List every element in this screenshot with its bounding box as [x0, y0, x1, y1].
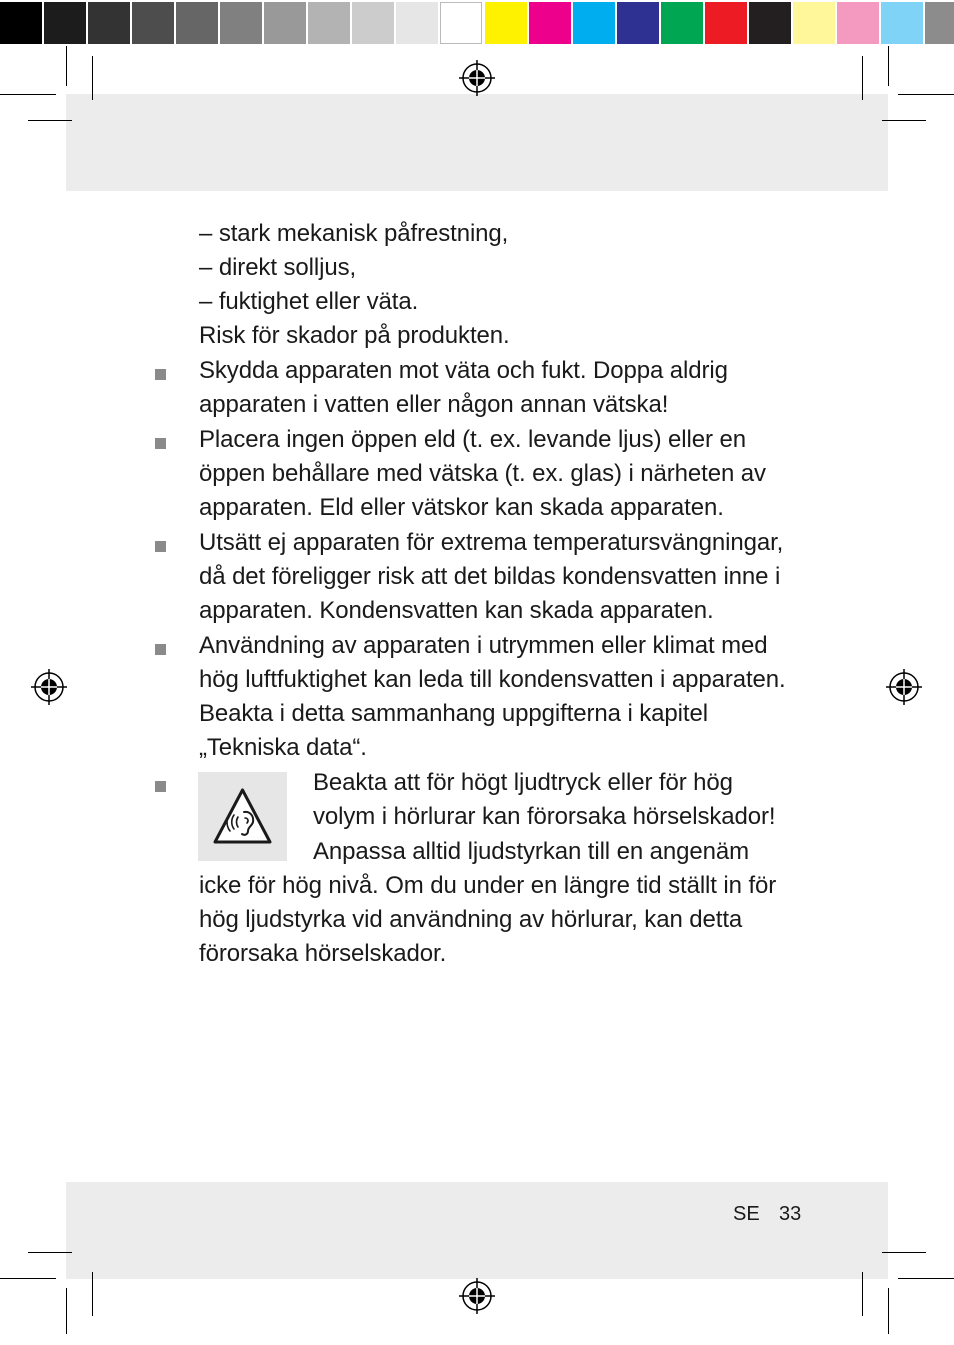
color-swatch: [749, 2, 791, 44]
grey-swatch: [308, 2, 350, 44]
color-swatch: [793, 2, 835, 44]
crop-mark: [66, 46, 67, 86]
grey-swatch: [176, 2, 218, 44]
grey-swatch: [220, 2, 262, 44]
color-swatch: [485, 2, 527, 44]
bullet-square-icon: [155, 781, 166, 792]
bullet-text-line: apparaten. Eld eller vätskor kan skada apparaten.: [199, 494, 724, 521]
bullet-text-line: apparaten i vatten eller någon annan vätska!: [199, 391, 669, 418]
bullet-square-icon: [155, 369, 166, 380]
crop-mark: [92, 56, 93, 100]
crop-mark: [888, 46, 889, 86]
registration-mark-icon: [459, 1278, 495, 1314]
crop-mark: [0, 1278, 56, 1279]
bullet-text-line: volym i hörlurar kan förorsaka hörselskador!: [313, 803, 776, 830]
crop-mark: [882, 120, 926, 121]
bullet-text-line: Beakta att för högt ljudtryck eller för hög: [313, 769, 733, 796]
bullet-text-line: Utsätt ej apparaten för extrema temperatursvängningar,: [199, 529, 784, 556]
bullet-text-line: förorsaka hörselskador.: [199, 940, 447, 967]
dash-item: – direkt solljus,: [199, 254, 357, 281]
footer-band: [66, 1182, 888, 1279]
registration-mark-icon: [31, 669, 67, 705]
grey-swatch: [396, 2, 438, 44]
crop-mark: [92, 1272, 93, 1316]
bullet-text-line: hög luftfuktighet kan leda till kondensvatten i apparaten.: [199, 666, 786, 693]
crop-mark: [0, 94, 56, 95]
color-swatch: [529, 2, 571, 44]
bullet-text-line: icke för hög nivå. Om du under en längre tid ställt in för: [199, 872, 777, 899]
color-swatch: [661, 2, 703, 44]
bullet-text-line: Anpassa alltid ljudstyrkan till en angenäm: [313, 838, 750, 865]
registration-mark-icon: [886, 669, 922, 705]
crop-mark: [862, 1272, 863, 1316]
color-swatch: [617, 2, 659, 44]
bullet-text-line: Skydda apparaten mot väta och fukt. Doppa aldrig: [199, 357, 728, 384]
bullet-text-line: öppen behållare med vätska (t. ex. glas) i närheten av: [199, 460, 766, 487]
bullet-square-icon: [155, 644, 166, 655]
color-swatch: [925, 2, 954, 44]
crop-mark: [882, 1252, 926, 1253]
color-swatch: [705, 2, 747, 44]
footer-language: SE: [733, 1203, 760, 1225]
bullet-text-line: Användning av apparaten i utrymmen eller klimat med: [199, 632, 768, 659]
crop-mark: [28, 120, 72, 121]
registration-mark-icon: [459, 60, 495, 96]
grey-swatch: [44, 2, 86, 44]
page-number: 33: [779, 1203, 802, 1225]
bullet-square-icon: [155, 438, 166, 449]
crop-mark: [862, 56, 863, 100]
risk-note: Risk för skador på produkten.: [199, 322, 510, 349]
bullet-square-icon: [155, 541, 166, 552]
crop-mark: [898, 94, 954, 95]
crop-mark: [888, 1288, 889, 1334]
bullet-text-line: Placera ingen öppen eld (t. ex. levande ljus) eller en: [199, 426, 746, 453]
hearing-warning-icon: [198, 772, 287, 861]
color-swatch: [837, 2, 879, 44]
bullet-text-line: då det föreligger risk att det bildas kondensvatten inne i: [199, 563, 781, 590]
grey-swatch: [0, 2, 42, 44]
dash-item: – stark mekanisk påfrestning,: [199, 220, 509, 247]
crop-mark: [66, 1288, 67, 1334]
dash-item: – fuktighet eller väta.: [199, 288, 419, 315]
crop-mark: [28, 1252, 72, 1253]
bullet-text-line: „Tekniska data“.: [199, 734, 367, 761]
bullet-text-line: apparaten. Kondensvatten kan skada apparaten.: [199, 597, 714, 624]
header-band: [66, 94, 888, 191]
grey-swatch: [132, 2, 174, 44]
grey-swatch: [352, 2, 394, 44]
grey-swatch: [440, 2, 482, 44]
bullet-text-line: Beakta i detta sammanhang uppgifterna i kapitel: [199, 700, 708, 727]
color-swatch: [573, 2, 615, 44]
grey-swatch: [264, 2, 306, 44]
color-swatch: [881, 2, 923, 44]
bullet-text-line: hög ljudstyrka vid användning av hörlurar, kan detta: [199, 906, 743, 933]
crop-mark: [898, 1278, 954, 1279]
grey-swatch: [88, 2, 130, 44]
